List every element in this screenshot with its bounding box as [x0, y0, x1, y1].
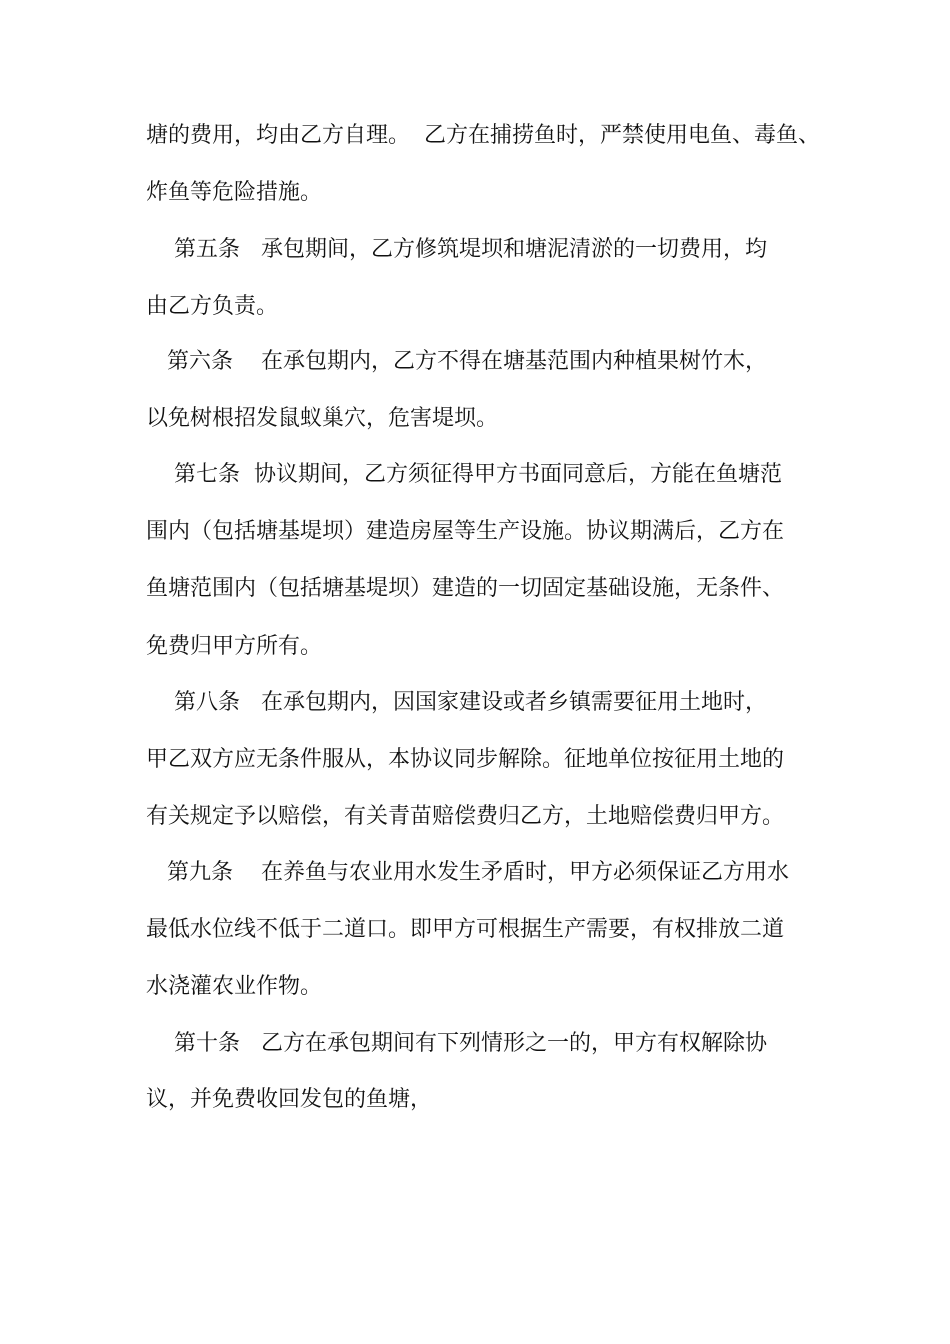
article-5-line: 第五条 承包期间，乙方修筑堤坝和塘泥清淤的一切费用，均: [146, 237, 767, 262]
text-line: 由乙方负责。: [146, 294, 279, 319]
text-line: 议，并免费收回发包的鱼塘，: [146, 1087, 433, 1112]
text-line: 甲乙双方应无条件服从，本协议同步解除。征地单位按征用土地的: [146, 747, 785, 772]
article-9-line: 第九条 在养鱼与农业用水发生矛盾时，甲方必须保证乙方用水: [146, 860, 789, 885]
text-line: 鱼塘范围内（包括塘基堤坝）建造的一切固定基础设施，无条件、: [146, 576, 785, 601]
text-line: 最低水位线不低于二道口。即甲方可根据生产需要，有权排放二道: [146, 917, 785, 942]
text-line: 炸鱼等危险措施。: [146, 180, 323, 205]
article-10-line: 第十条 乙方在承包期间有下列情形之一的，甲方有权解除协: [146, 1031, 767, 1056]
text-line: 以免树根招发鼠蚁巢穴，危害堤坝。: [146, 406, 499, 431]
text-line: 水浇灌农业作物。: [146, 974, 323, 999]
text-line: 围内（包括塘基堤坝）建造房屋等生产设施。协议期满后，乙方在: [146, 519, 785, 544]
article-7-line: 第七条 协议期间，乙方须征得甲方书面同意后，方能在鱼塘范: [146, 462, 782, 487]
article-8-line: 第八条 在承包期内，因国家建设或者乡镇需要征用土地时，: [146, 690, 767, 715]
text-line: 塘的费用，均由乙方自理。 乙方在捕捞鱼时，严禁使用电鱼、毒鱼、: [146, 123, 820, 148]
text-line: 有关规定予以赔偿，有关青苗赔偿费归乙方，土地赔偿费归甲方。: [146, 804, 785, 829]
article-6-line: 第六条 在承包期内，乙方不得在塘基范围内种植果树竹木，: [146, 349, 767, 374]
text-line: 免费归甲方所有。: [146, 634, 323, 659]
